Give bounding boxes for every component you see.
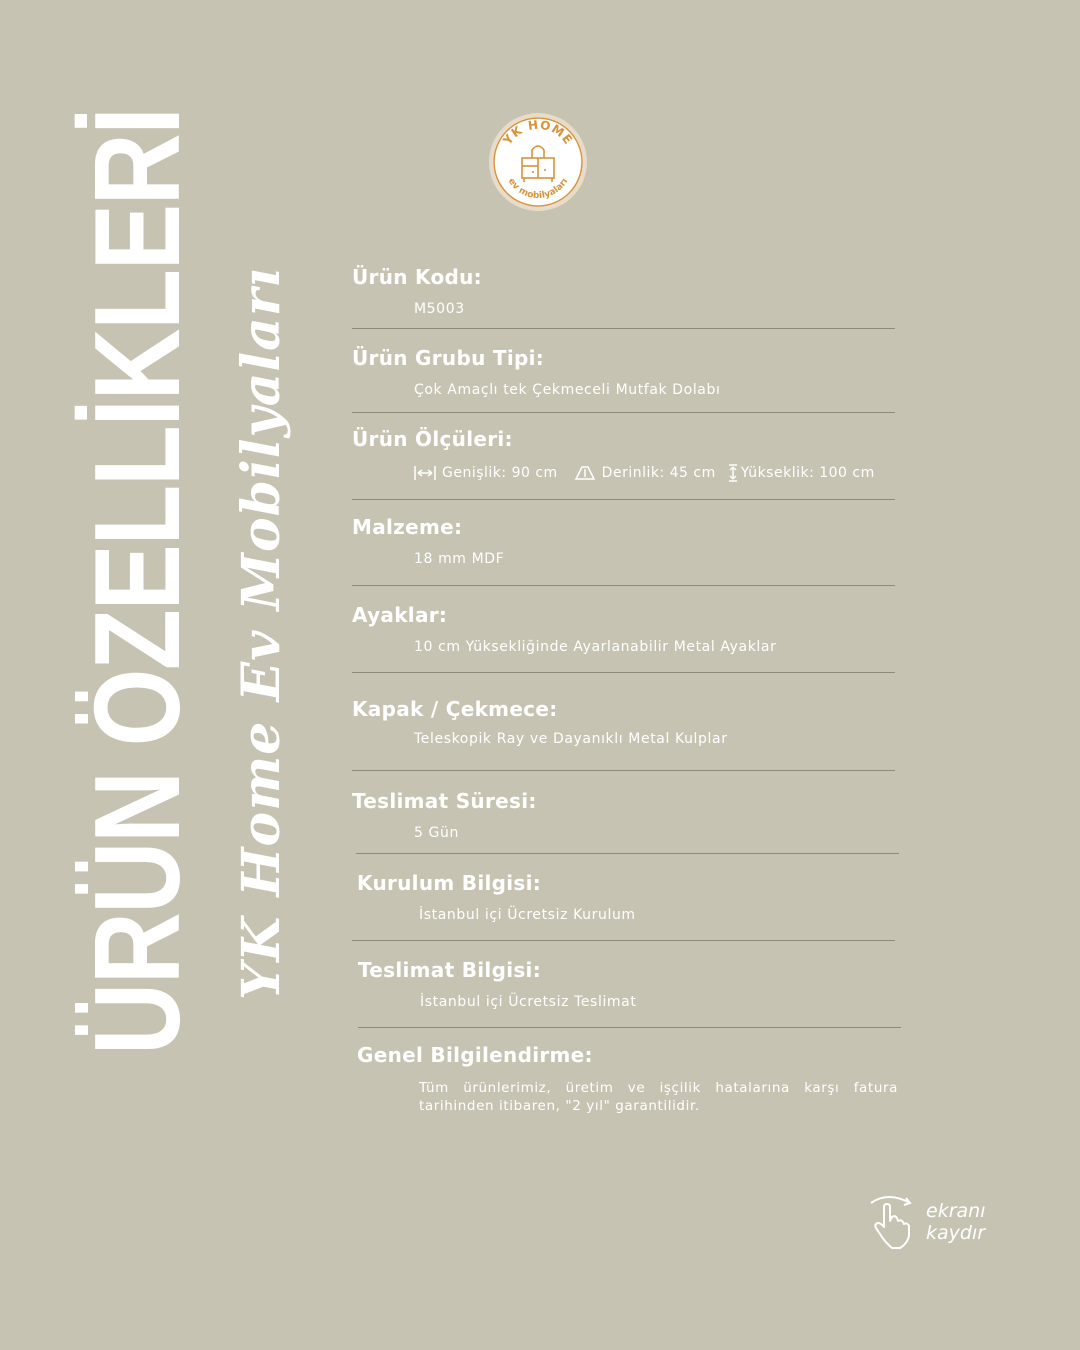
spec-doors-value: Teleskopik Ray ve Dayanıklı Metal Kulplar xyxy=(414,731,728,747)
spec-legs xyxy=(352,602,897,657)
spec-delivery-info-label: Teslimat Bilgisi: xyxy=(358,958,542,982)
divider xyxy=(352,585,895,586)
spec-material-label: Malzeme: xyxy=(352,515,463,539)
spec-code-value: M5003 xyxy=(414,301,465,317)
swipe-hand-icon xyxy=(868,1193,916,1251)
divider xyxy=(352,940,895,941)
divider xyxy=(358,1027,901,1028)
width-text: Genişlik: 90 cm xyxy=(442,465,558,481)
spec-general-value: Tüm ürünlerimiz, üretim ve işçilik hatalarına karşı fatura tarihinden itibaren, "2 yıl" garantilidir. xyxy=(419,1080,898,1114)
spec-assembly-value: İstanbul içi Ücretsiz Kurulum xyxy=(419,907,636,923)
depth-dimension xyxy=(574,465,716,481)
scroll-hint-text xyxy=(926,1200,985,1244)
scroll-hint-line2: kaydır xyxy=(926,1222,986,1244)
spec-group-label: Ürün Grubu Tipi: xyxy=(352,346,545,370)
spec-doors xyxy=(352,696,897,749)
spec-doors-label: Kapak / Çekmece: xyxy=(352,697,558,721)
spec-delivery-time-label: Teslimat Süresi: xyxy=(352,789,537,813)
spec-assembly-label: Kurulum Bilgisi: xyxy=(357,871,542,895)
height-text: Yükseklik: 100 cm xyxy=(740,465,875,481)
divider xyxy=(352,499,895,500)
spec-group xyxy=(352,345,897,400)
spec-legs-value: 10 cm Yüksekliğinde Ayarlanabilir Metal Ayaklar xyxy=(414,639,777,655)
divider xyxy=(352,412,895,413)
divider xyxy=(352,770,895,771)
spec-material-value: 18 mm MDF xyxy=(414,551,505,567)
spec-code-label: Ürün Kodu: xyxy=(352,265,482,289)
scroll-hint-line1: ekranı xyxy=(926,1200,986,1222)
depth-icon xyxy=(574,465,596,481)
spec-dimensions-label: Ürün Ölçüleri: xyxy=(352,427,513,451)
vertical-title: ÜRÜN ÖZELLİKLERİ xyxy=(69,108,205,1055)
logo-bottom-text: ev mobilyaları xyxy=(505,176,571,202)
divider xyxy=(352,328,895,329)
spec-delivery-info-value: İstanbul içi Ücretsiz Teslimat xyxy=(420,994,637,1010)
spec-delivery-time-value: 5 Gün xyxy=(414,825,459,841)
spec-general-label: Genel Bilgilendirme: xyxy=(357,1043,593,1067)
spec-legs-label: Ayaklar: xyxy=(352,603,448,627)
spec-dimensions xyxy=(352,426,912,482)
divider xyxy=(356,853,899,854)
brand-logo xyxy=(488,112,588,212)
spec-delivery-time xyxy=(352,788,897,843)
spec-material xyxy=(352,514,897,569)
divider xyxy=(352,672,895,673)
spec-delivery-info xyxy=(358,957,903,1012)
logo-top-text: YK HOME xyxy=(500,117,576,148)
spec-group-value: Çok Amaçlı tek Çekmeceli Mutfak Dolabı xyxy=(414,382,721,398)
height-dimension xyxy=(728,464,875,482)
spec-general xyxy=(357,1042,898,1115)
spec-code xyxy=(352,264,897,319)
depth-text: Derinlik: 45 cm xyxy=(601,465,716,481)
width-icon xyxy=(414,465,436,481)
width-dimension xyxy=(414,465,558,481)
spec-assembly xyxy=(357,870,902,925)
vertical-subtitle: YK Home Ev Mobilyaları xyxy=(231,266,292,1000)
scroll-hint[interactable] xyxy=(868,1192,993,1252)
height-icon xyxy=(728,464,738,482)
